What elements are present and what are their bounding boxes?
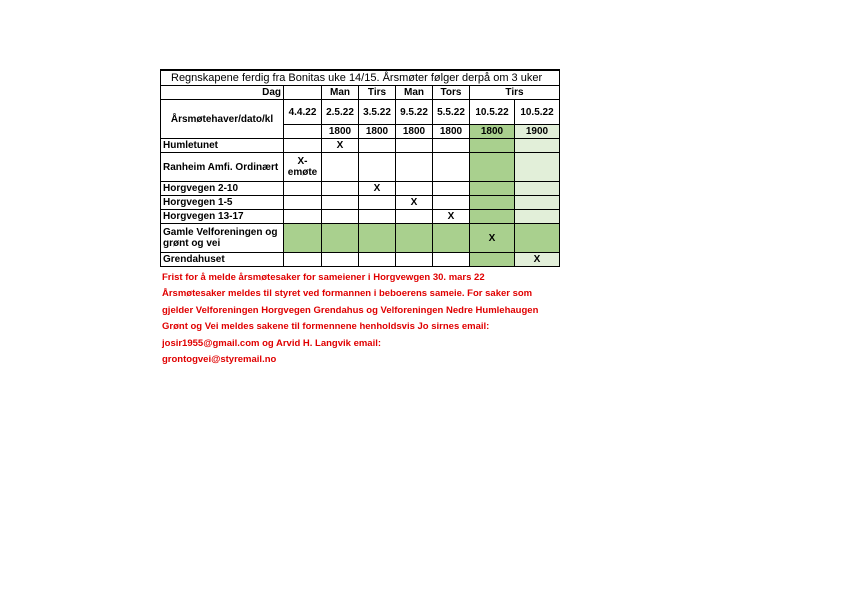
date-cell: 4.4.22 — [284, 100, 322, 125]
mark-cell: X- emøte — [284, 153, 322, 182]
mark-cell — [284, 210, 322, 224]
time-cell: 1800 — [322, 125, 359, 139]
date-cell: 10.5.22 — [515, 100, 560, 125]
row-name: Horgvegen 13-17 — [161, 210, 284, 224]
mark-cell — [433, 153, 470, 182]
mark-cell — [322, 153, 359, 182]
mark-cell — [396, 182, 433, 196]
mark-cell — [433, 139, 470, 153]
note-line: grontogvei@styremail.no — [162, 353, 277, 365]
date-row — [161, 100, 560, 125]
row-name: Humletunet — [161, 139, 284, 153]
table-row — [161, 210, 560, 224]
date-cell: 2.5.22 — [322, 100, 359, 125]
dag-label: Dag — [161, 86, 284, 100]
mark-cell: X — [470, 224, 515, 253]
mark-cell — [322, 196, 359, 210]
mark-cell — [470, 153, 515, 182]
mark-cell — [396, 153, 433, 182]
mark-cell: X — [359, 182, 396, 196]
time-cell: 1800 — [359, 125, 396, 139]
date-cell: 5.5.22 — [433, 100, 470, 125]
mark-cell: X — [515, 253, 560, 267]
table-title: Regnskapene ferdig fra Bonitas uke 14/15. Årsmøter følger derpå om 3 uker — [161, 70, 560, 86]
date-cell: 3.5.22 — [359, 100, 396, 125]
mark-cell — [433, 253, 470, 267]
note-line: josir1955@gmail.com og Arvid H. Langvik email: — [162, 337, 382, 349]
mark-cell — [515, 139, 560, 153]
mark-cell — [470, 210, 515, 224]
row-name: Horgvegen 2-10 — [161, 182, 284, 196]
note-line: Årsmøtesaker meldes til styret ved formannen i beboerens sameie. For saker som — [162, 288, 533, 300]
mark-cell — [284, 182, 322, 196]
mark-cell — [433, 224, 470, 253]
mark-cell — [322, 224, 359, 253]
mark-cell: X — [396, 196, 433, 210]
day-cell: Man — [322, 86, 359, 100]
mark-cell — [359, 196, 396, 210]
mark-cell — [359, 253, 396, 267]
table-row — [161, 196, 560, 210]
mark-cell — [322, 210, 359, 224]
schedule-sheet — [160, 69, 560, 267]
mark-cell — [470, 196, 515, 210]
mark-cell — [396, 139, 433, 153]
mark-cell — [396, 210, 433, 224]
mark-cell — [470, 182, 515, 196]
mark-cell — [359, 153, 396, 182]
table-row — [161, 139, 560, 153]
mark-cell — [359, 210, 396, 224]
row-name: Ranheim Amfi. Ordinært — [161, 153, 284, 182]
mark-cell — [359, 224, 396, 253]
mark-cell — [284, 253, 322, 267]
mark-cell — [470, 253, 515, 267]
mark-cell — [284, 139, 322, 153]
mark-cell — [470, 139, 515, 153]
mark-cell — [515, 210, 560, 224]
mark-cell: X — [322, 139, 359, 153]
row-header-label: Årsmøtehaver/dato/kl — [161, 100, 284, 139]
mark-cell — [359, 139, 396, 153]
mark-cell — [284, 224, 322, 253]
schedule-table — [160, 69, 560, 267]
mark-cell: X — [433, 210, 470, 224]
mark-cell — [433, 182, 470, 196]
note-line: Grønt og Vei meldes sakene til formennene henholdsvis Jo sirnes email: — [162, 321, 490, 333]
day-cell: Man — [396, 86, 433, 100]
schedule-body — [161, 139, 560, 267]
date-cell: 10.5.22 — [470, 100, 515, 125]
note-line: Frist for å melde årsmøtesaker for sameiener i Horgvewgen 30. mars 22 — [162, 272, 485, 283]
mark-cell — [396, 224, 433, 253]
time-cell: 1800 — [470, 125, 515, 139]
row-name: Grendahuset — [161, 253, 284, 267]
time-cell — [284, 125, 322, 139]
mark-cell — [515, 153, 560, 182]
title-row — [161, 70, 560, 86]
day-cell — [284, 86, 322, 100]
table-row — [161, 182, 560, 196]
mark-cell — [322, 182, 359, 196]
table-row — [161, 253, 560, 267]
day-row — [161, 86, 560, 100]
day-cell: Tors — [433, 86, 470, 100]
row-name: Horgvegen 1-5 — [161, 196, 284, 210]
mark-cell — [284, 196, 322, 210]
mark-cell — [396, 253, 433, 267]
time-cell: 1800 — [396, 125, 433, 139]
mark-cell — [515, 182, 560, 196]
day-cell: Tirs — [359, 86, 396, 100]
date-cell: 9.5.22 — [396, 100, 433, 125]
mark-cell — [515, 224, 560, 253]
mark-cell — [515, 196, 560, 210]
row-name: Gamle Velforeningen og grønt og vei — [161, 224, 284, 253]
time-cell: 1800 — [433, 125, 470, 139]
time-cell: 1900 — [515, 125, 560, 139]
note-line: gjelder Velforeningen Horgvegen Grendahus og Velforeningen Nedre Humlehaugen — [162, 304, 539, 316]
table-row — [161, 153, 560, 182]
day-cell: Tirs — [470, 86, 560, 100]
mark-cell — [322, 253, 359, 267]
mark-cell — [433, 196, 470, 210]
notes-block — [162, 270, 538, 368]
table-row — [161, 224, 560, 253]
